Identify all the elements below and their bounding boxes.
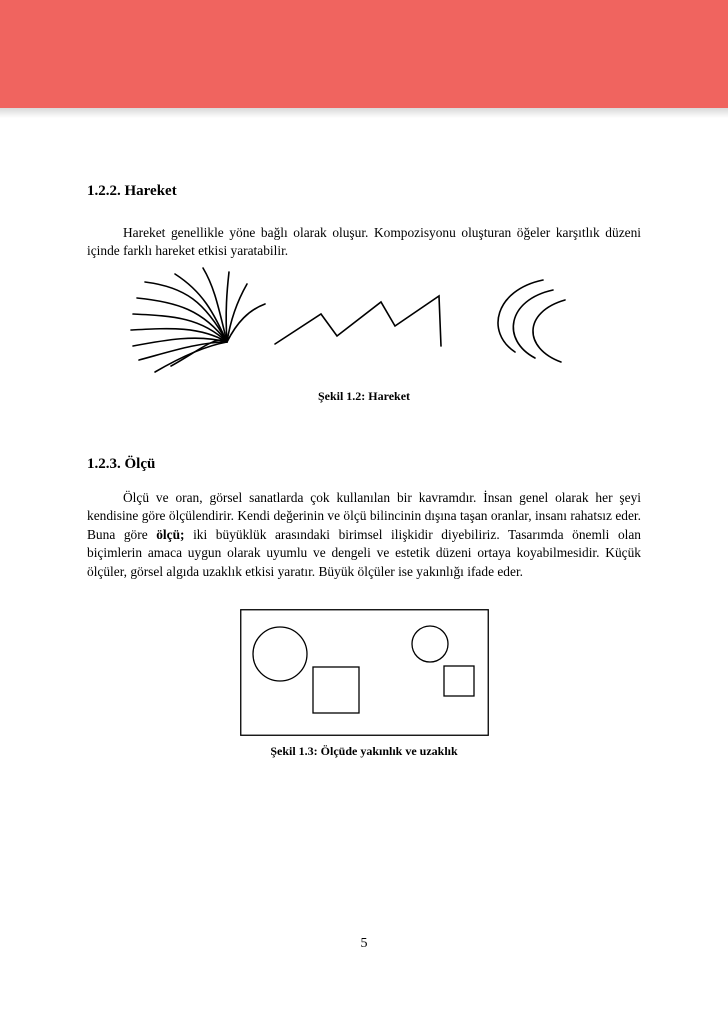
paragraph-olcu-part2: iki büyüklük arasındaki birimsel ilişkidir diyebiliriz. Tasarımda önemli olan biçimlerin amaca uygun olarak uyumlu ve dengeli ve estetik düzeni ortaya koyabilmesidir. Küçük ölçüler, görsel algıda uzaklık etkisi yaratır. Büyük ölçüler ise yakınlığı ifade eder. xyxy=(87,526,641,579)
small-square xyxy=(444,666,474,696)
figure-caption-hareket: Şekil 1.2: Hareket xyxy=(317,389,411,403)
page-number: 5 xyxy=(360,936,368,951)
movement-illustration xyxy=(125,262,585,382)
paragraph-hareket: Hareket genellikle yöne bağlı olarak oluşur. Kompozisyonu oluşturan öğeler karşıtlık düzeni içinde farklı hareket etkisi yaratabilir. xyxy=(87,225,641,259)
paragraph-olcu xyxy=(87,489,641,581)
header-shadow xyxy=(0,108,728,118)
figure-hareket xyxy=(125,262,585,382)
paragraph-olcu-part1: Ölçü ve oran, görsel sanatlarda çok kullanılan bir kavramdır. İnsan genel olarak her şeyi kendisine göre ölçülendirir. Kendi değerinin ve ölçü bilincinin dışına taşan oranlar, insanı rahatsız eder. Buna göre xyxy=(87,490,641,542)
large-square xyxy=(313,667,359,713)
paragraph-olcu-bold: ölçü; xyxy=(156,526,185,542)
large-circle xyxy=(253,627,307,681)
small-circle xyxy=(412,626,448,662)
figure-olcu xyxy=(240,609,490,737)
section-heading-hareket: 1.2.2. Hareket xyxy=(87,183,177,199)
figure-caption-olcu: Şekil 1.3: Ölçüde yakınlık ve uzaklık xyxy=(270,744,458,758)
size-illustration xyxy=(240,609,490,737)
section-heading-olcu: 1.2.3. Ölçü xyxy=(87,456,156,472)
header-band xyxy=(0,0,728,108)
